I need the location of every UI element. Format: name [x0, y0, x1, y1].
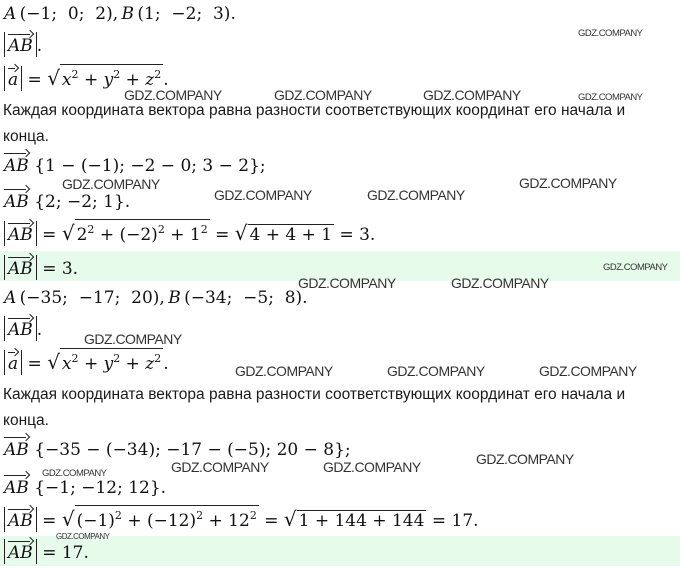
explanation-cont-1: конца.	[3, 128, 49, 145]
watermark: GDZ.COMPANY	[476, 451, 574, 467]
watermark: GDZ.COMPANY	[323, 459, 421, 475]
watermark: GDZ.COMPANY	[56, 532, 110, 541]
watermark: GDZ.COMPANY	[519, 175, 617, 191]
coords-raw-2: {−35 − (−34); −17 − (−5); 20 − 8};	[34, 440, 351, 460]
watermark: GDZ.COMPANY	[603, 262, 668, 273]
explanation-cont-2: конца.	[3, 412, 49, 429]
length-line-2: AB = √ $(-1)^2 + (-12)^2 + 12^2$ = √ 1 + 144 + 144 = 17.	[4, 505, 479, 533]
watermark: GDZ.COMPANY	[84, 331, 182, 347]
coords-raw-line-2: AB {−35 − (−34); −17 − (−5); 20 − 8};	[4, 435, 351, 462]
target-line-1: AB .	[4, 32, 42, 58]
watermark: GDZ.COMPANY	[423, 87, 521, 103]
coords-raw-line-1: AB {1 − (−1); −2 − 0; 3 − 2};	[4, 151, 266, 178]
coords-raw-1: {1 − (−1); −2 − 0; 3 − 2};	[34, 156, 266, 176]
coords-line-2: AB {−1; −12; 12}.	[4, 473, 166, 500]
explanation-2: Каждая координата вектора равна разности соответствующих координат его начала и	[3, 386, 626, 403]
watermark: GDZ.COMPANY	[214, 187, 312, 203]
watermark: GDZ.COMPANY	[62, 176, 160, 192]
points-line-2: A (−35; −17; 20), B (−34; −5; 8).	[4, 288, 308, 308]
watermark: GDZ.COMPANY	[42, 468, 107, 479]
points-line-1: A (−1; 0; 2), B (1; −2; 3).	[4, 4, 236, 24]
watermark: GDZ.COMPANY	[124, 87, 222, 103]
watermark: GDZ.COMPANY	[274, 87, 372, 103]
coords-1: {2; −2; 1}.	[34, 192, 131, 212]
watermark: GDZ.COMPANY	[578, 28, 643, 39]
formula-line-2: a = √ $x^2 + y^2 + z^2$ .	[4, 348, 169, 376]
watermark: GDZ.COMPANY	[235, 363, 333, 379]
watermark: GDZ.COMPANY	[539, 363, 637, 379]
watermark: GDZ.COMPANY	[578, 92, 643, 103]
coords-2: {−1; −12; 12}.	[34, 478, 167, 498]
target-line-2: AB .	[4, 316, 42, 342]
watermark: GDZ.COMPANY	[451, 275, 549, 291]
answer-line-1: AB = 3.	[4, 255, 78, 281]
answer-2: = 17.	[42, 543, 89, 563]
watermark: GDZ.COMPANY	[387, 363, 485, 379]
formula-line-1: a = √ $x^2 + y^2 + z^2$ .	[4, 64, 169, 92]
watermark: GDZ.COMPANY	[367, 187, 465, 203]
coords-line-1: AB {2; −2; 1}.	[4, 187, 130, 214]
answer-line-2: AB = 17.	[4, 539, 89, 565]
answer-1: = 3.	[42, 259, 79, 279]
explanation-1: Каждая координата вектора равна разности соответствующих координат его начала и	[3, 102, 626, 119]
watermark: GDZ.COMPANY	[298, 275, 396, 291]
watermark: GDZ.COMPANY	[171, 459, 269, 475]
length-line-1: AB = √ $2^2 + (-2)^2 + 1^2$ = √ 4 + 4 + 1 = 3.	[4, 219, 375, 247]
